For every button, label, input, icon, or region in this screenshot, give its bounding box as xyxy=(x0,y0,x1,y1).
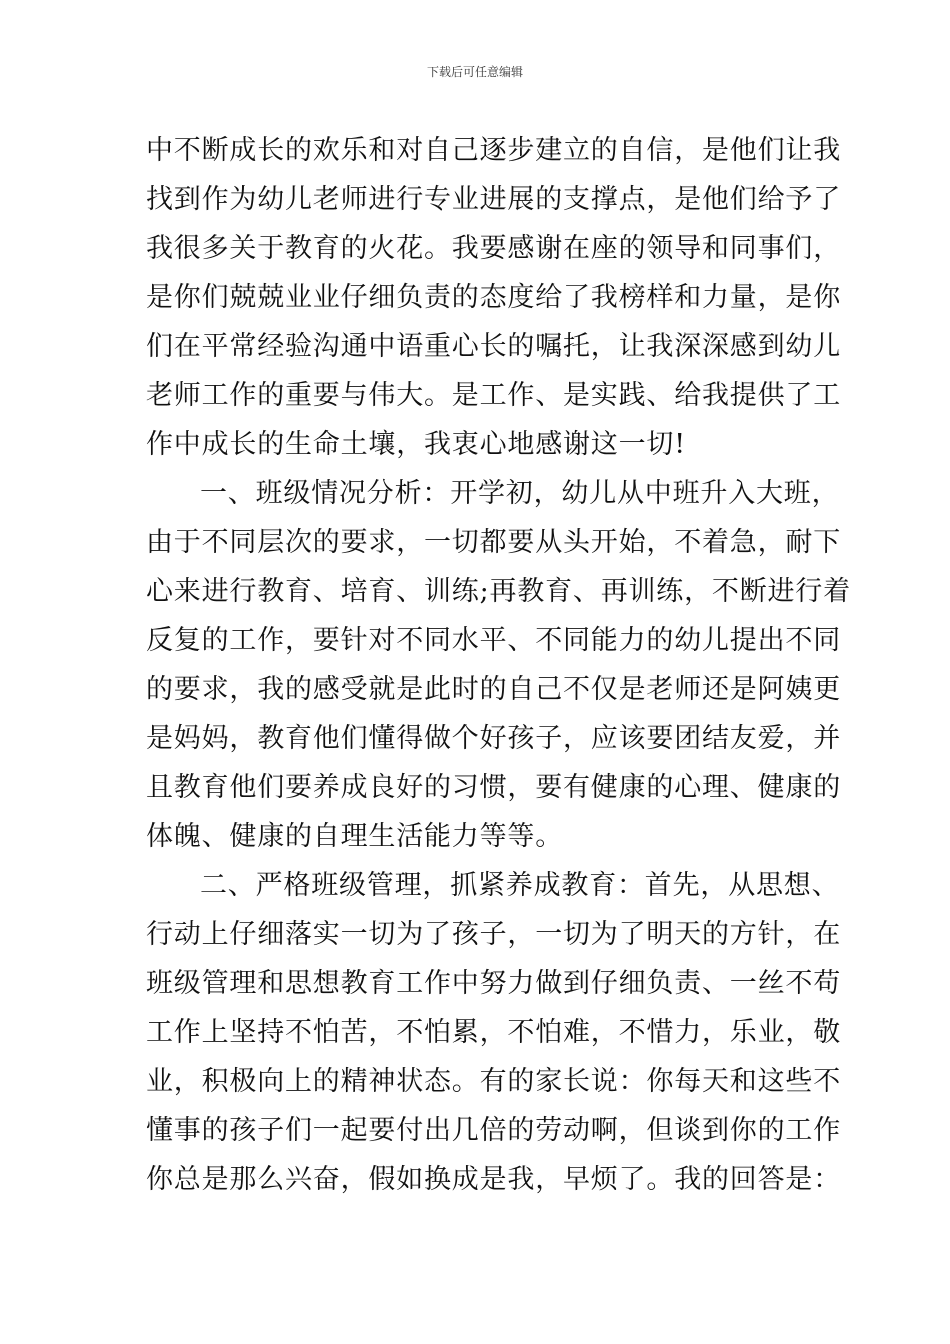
paragraph-first-line: 一、班级情况分析：开学初，幼儿从中班升入大班， xyxy=(200,478,840,509)
text-line: 工作上坚持不怕苦，不怕累，不怕难，不惜力，乐业，敬 xyxy=(146,1017,841,1048)
page-header: 下载后可任意编辑 xyxy=(426,65,523,79)
text-line: 班级管理和思想教育工作中努力做到仔细负责、一丝不苟 xyxy=(146,968,841,999)
text-line: 体魄、健康的自理生活能力等等。 xyxy=(146,821,563,852)
text-line: 中不断成长的欢乐和对自己逐步建立的自信，是他们让我 xyxy=(146,135,841,166)
text-line: 的要求，我的感受就是此时的自己不仅是老师还是阿姨更 xyxy=(146,674,841,705)
text-line: 业，积极向上的精神状态。有的家长说：你每天和这些不 xyxy=(146,1066,841,1097)
text-line: 反复的工作，要针对不同水平、不同能力的幼儿提出不同 xyxy=(146,625,841,656)
text-line: 们在平常经验沟通中语重心长的嘱托，让我深深感到幼儿 xyxy=(146,331,841,362)
text-line: 是你们兢兢业业仔细负责的态度给了我榜样和力量，是你 xyxy=(146,282,841,313)
text-line: 是妈妈，教育他们懂得做个好孩子，应该要团结友爱，并 xyxy=(146,723,841,754)
text-line: 我很多关于教育的火花。我要感谢在座的领导和同事们， xyxy=(146,233,841,264)
text-line: 且教育他们要养成良好的习惯，要有健康的心理、健康的 xyxy=(146,772,841,803)
text-line: 找到作为幼儿老师进行专业进展的支撑点，是他们给予了 xyxy=(146,184,841,215)
paragraph-first-line: 二、严格班级管理，抓紧养成教育：首先，从思想、 xyxy=(200,870,840,901)
text-line: 懂事的孩子们一起要付出几倍的劳动啊，但谈到你的工作 xyxy=(146,1115,841,1146)
text-line: 你总是那么兴奋，假如换成是我，早烦了。我的回答是： xyxy=(146,1164,841,1195)
text-line: 心来进行教育、培育、训练;再教育、再训练，不断进行着 xyxy=(146,576,851,607)
text-line: 老师工作的重要与伟大。是工作、是实践、给我提供了工 xyxy=(146,380,841,411)
text-line: 由于不同层次的要求，一切都要从头开始，不着急，耐下 xyxy=(146,527,841,558)
text-line: 作中成长的生命土壤，我衷心地感谢这一切! xyxy=(146,429,686,460)
text-line: 行动上仔细落实一切为了孩子，一切为了明天的方针，在 xyxy=(146,919,841,950)
